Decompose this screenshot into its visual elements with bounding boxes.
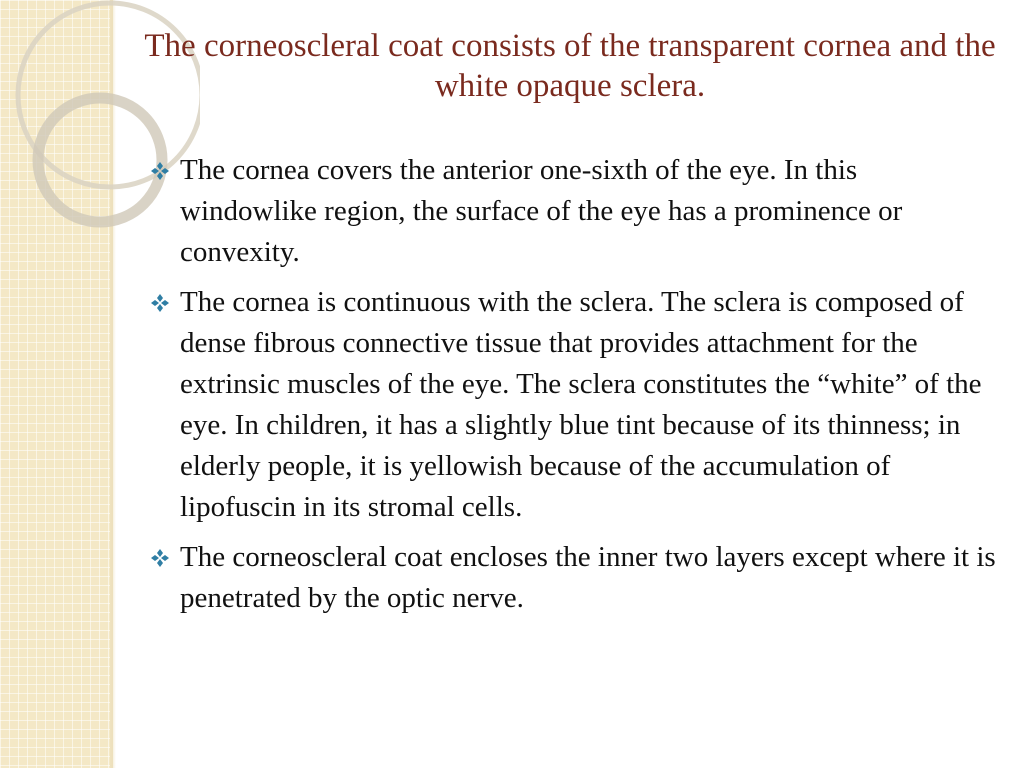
diamond-quad-icon: [150, 161, 170, 181]
bullet-text: The corneoscleral coat encloses the inner two layers except where it is penetrated by the optic nerve.: [180, 541, 996, 614]
bullet-item: [150, 150, 1000, 273]
bullet-item: [150, 282, 1000, 528]
bullet-list: [150, 150, 1000, 628]
decorative-ring-small: [38, 98, 162, 222]
slide-title: The corneoscleral coat consists of the transparent cornea and the white opaque sclera.: [144, 28, 996, 104]
bullet-item: [150, 537, 1000, 619]
bullet-text: The cornea is continuous with the sclera. The sclera is composed of dense fibrous connective tissue that provides attachment for the extrinsic muscles of the eye. The sclera constitutes the “white” of the eye. In children, it has a slightly blue tint because of its thinness; in elderly people, it is yellowish because of the accumulation of lipofuscin in its stromal cells.: [180, 286, 982, 523]
diamond-quad-icon: [150, 548, 170, 568]
bullet-text: The cornea covers the anterior one-sixth of the eye. In this windowlike region, the surface of the eye has a prominence or convexity.: [180, 154, 903, 268]
diamond-quad-icon: [150, 293, 170, 313]
